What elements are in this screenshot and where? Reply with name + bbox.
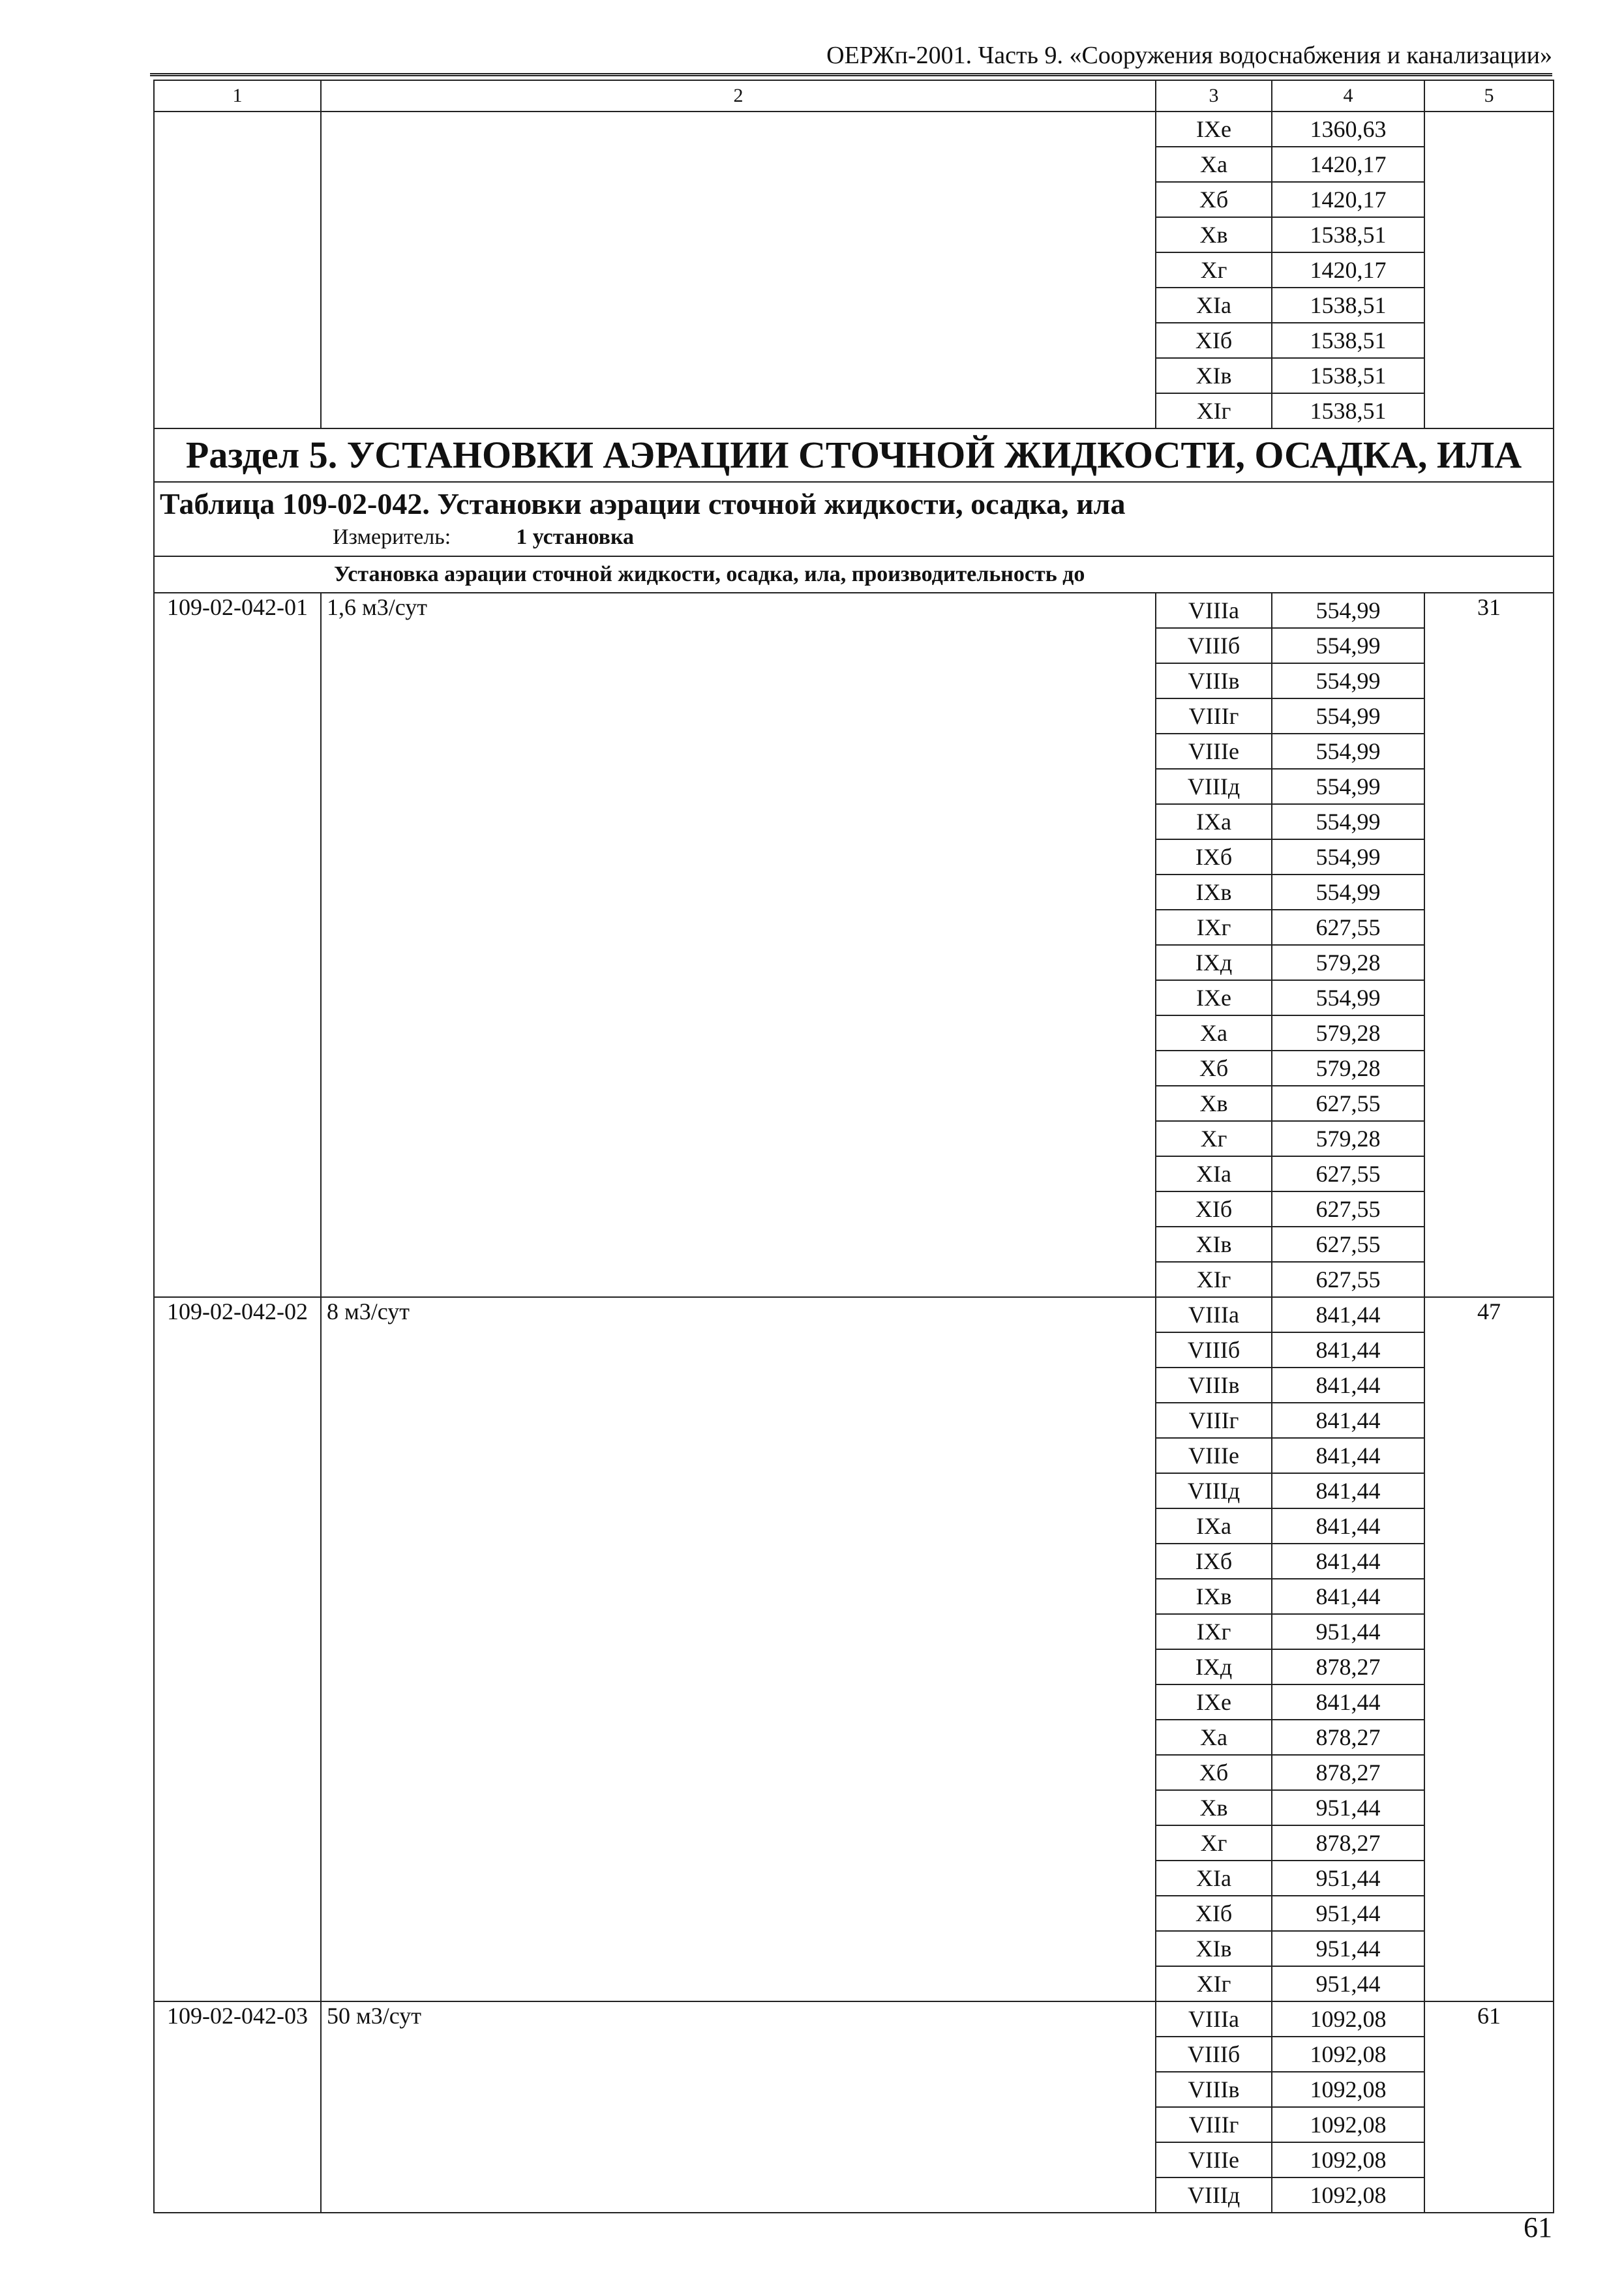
zone-code: IXб xyxy=(1156,1544,1272,1579)
price-value: 841,44 xyxy=(1272,1368,1424,1403)
zone-code: XIа xyxy=(1156,1156,1272,1191)
zone-code: VIIIа xyxy=(1156,1297,1272,1332)
price-value: 627,55 xyxy=(1272,910,1424,945)
zone-code: IXг xyxy=(1156,1614,1272,1649)
col5-value: 31 xyxy=(1424,593,1554,1297)
column-header: 4 xyxy=(1272,80,1424,112)
price-value: 878,27 xyxy=(1272,1755,1424,1790)
price-value: 951,44 xyxy=(1272,1896,1424,1931)
group-title: Установка аэрации сточной жидкости, осадка, ила, производительность до xyxy=(154,556,1554,593)
col5-value xyxy=(1424,112,1554,428)
zone-code: XIа xyxy=(1156,1861,1272,1896)
section-title: Раздел 5. УСТАНОВКИ АЭРАЦИИ СТОЧНОЙ ЖИДКОСТИ, ОСАДКА, ИЛА xyxy=(154,428,1554,482)
running-header: ОЕРЖп-2001. Часть 9. «Сооружения водоснабжения и канализации» xyxy=(826,42,1552,69)
zone-code: Xб xyxy=(1156,182,1272,217)
section-row xyxy=(154,428,1554,482)
item-name: 1,6 м3/сут xyxy=(321,593,1156,1297)
zone-code: Xб xyxy=(1156,1755,1272,1790)
item-name: 50 м3/сут xyxy=(321,2001,1156,2213)
zone-code: VIIIе xyxy=(1156,2142,1272,2177)
price-value: 841,44 xyxy=(1272,1684,1424,1720)
price-value: 841,44 xyxy=(1272,1332,1424,1368)
item-code xyxy=(154,112,321,428)
price-value: 1092,08 xyxy=(1272,2037,1424,2072)
price-value: 554,99 xyxy=(1272,628,1424,663)
zone-code: VIIIв xyxy=(1156,2072,1272,2107)
price-value: 951,44 xyxy=(1272,1931,1424,1966)
column-header-row xyxy=(154,80,1554,112)
price-value: 1538,51 xyxy=(1272,358,1424,393)
zone-code: XIа xyxy=(1156,288,1272,323)
zone-code: XIб xyxy=(1156,1896,1272,1931)
zone-code: IXд xyxy=(1156,945,1272,980)
item-name xyxy=(321,112,1156,428)
zone-code: IXд xyxy=(1156,1649,1272,1684)
price-value: 841,44 xyxy=(1272,1473,1424,1508)
price-value: 1420,17 xyxy=(1272,182,1424,217)
zone-code: IXе xyxy=(1156,980,1272,1015)
zone-code: IXа xyxy=(1156,804,1272,839)
zone-code: VIIIг xyxy=(1156,1403,1272,1438)
price-value: 841,44 xyxy=(1272,1403,1424,1438)
zone-code: Xг xyxy=(1156,1121,1272,1156)
zone-code: Xа xyxy=(1156,147,1272,182)
item-name: 8 м3/сут xyxy=(321,1297,1156,2001)
table-row xyxy=(154,2001,1554,2037)
zone-code: Xв xyxy=(1156,217,1272,252)
group-row xyxy=(154,556,1554,593)
zone-code: VIIIг xyxy=(1156,2107,1272,2142)
table-title-cell xyxy=(154,482,1554,556)
price-value: 554,99 xyxy=(1272,875,1424,910)
price-value: 841,44 xyxy=(1272,1544,1424,1579)
price-value: 1092,08 xyxy=(1272,2177,1424,2213)
column-header: 3 xyxy=(1156,80,1272,112)
price-value: 579,28 xyxy=(1272,945,1424,980)
zone-code: IXе xyxy=(1156,112,1272,147)
price-value: 554,99 xyxy=(1272,839,1424,875)
meter-label: Измеритель: xyxy=(333,525,451,549)
column-header: 1 xyxy=(154,80,321,112)
table-row xyxy=(154,1297,1554,1332)
zone-code: XIв xyxy=(1156,1227,1272,1262)
price-value: 627,55 xyxy=(1272,1191,1424,1227)
price-value: 878,27 xyxy=(1272,1825,1424,1861)
zone-code: VIIIв xyxy=(1156,1368,1272,1403)
price-value: 1538,51 xyxy=(1272,323,1424,358)
zone-code: IXв xyxy=(1156,1579,1272,1614)
zone-code: Xв xyxy=(1156,1086,1272,1121)
price-value: 554,99 xyxy=(1272,804,1424,839)
price-value: 627,55 xyxy=(1272,1086,1424,1121)
price-value: 841,44 xyxy=(1272,1297,1424,1332)
zone-code: IXе xyxy=(1156,1684,1272,1720)
price-value: 554,99 xyxy=(1272,980,1424,1015)
price-value: 579,28 xyxy=(1272,1015,1424,1051)
price-value: 554,99 xyxy=(1272,734,1424,769)
column-header: 2 xyxy=(321,80,1156,112)
price-value: 1538,51 xyxy=(1272,393,1424,428)
price-value: 951,44 xyxy=(1272,1790,1424,1825)
zone-code: IXг xyxy=(1156,910,1272,945)
zone-code: XIб xyxy=(1156,1191,1272,1227)
price-table xyxy=(153,80,1554,2213)
meter-value: 1 установка xyxy=(516,525,635,549)
zone-code: VIIIб xyxy=(1156,2037,1272,2072)
col5-value: 47 xyxy=(1424,1297,1554,2001)
price-value: 554,99 xyxy=(1272,769,1424,804)
zone-code: VIIIа xyxy=(1156,593,1272,628)
price-value: 627,55 xyxy=(1272,1156,1424,1191)
zone-code: VIIIб xyxy=(1156,1332,1272,1368)
price-value: 951,44 xyxy=(1272,1966,1424,2001)
zone-code: VIIIе xyxy=(1156,734,1272,769)
zone-code: Xг xyxy=(1156,252,1272,288)
price-value: 627,55 xyxy=(1272,1227,1424,1262)
zone-code: VIIIв xyxy=(1156,663,1272,698)
zone-code: VIIIе xyxy=(1156,1438,1272,1473)
price-value: 1092,08 xyxy=(1272,2001,1424,2037)
zone-code: XIв xyxy=(1156,1931,1272,1966)
price-value: 1092,08 xyxy=(1272,2107,1424,2142)
zone-code: XIг xyxy=(1156,393,1272,428)
page-number: 61 xyxy=(1524,2211,1552,2243)
price-value: 951,44 xyxy=(1272,1614,1424,1649)
price-value: 1538,51 xyxy=(1272,288,1424,323)
zone-code: Xб xyxy=(1156,1051,1272,1086)
meter-line xyxy=(160,523,1548,552)
price-value: 1092,08 xyxy=(1272,2142,1424,2177)
zone-code: VIIIд xyxy=(1156,769,1272,804)
zone-code: Xа xyxy=(1156,1015,1272,1051)
col5-value: 61 xyxy=(1424,2001,1554,2213)
price-value: 1420,17 xyxy=(1272,147,1424,182)
price-value: 1420,17 xyxy=(1272,252,1424,288)
zone-code: XIб xyxy=(1156,323,1272,358)
item-code: 109-02-042-01 xyxy=(154,593,321,1297)
price-value: 878,27 xyxy=(1272,1649,1424,1684)
zone-code: IXб xyxy=(1156,839,1272,875)
zone-code: VIIIг xyxy=(1156,698,1272,734)
price-value: 1092,08 xyxy=(1272,2072,1424,2107)
zone-code: IXв xyxy=(1156,875,1272,910)
zone-code: XIв xyxy=(1156,358,1272,393)
table-title: Таблица 109-02-042. Установки аэрации сточной жидкости, осадка, ила xyxy=(160,487,1126,520)
price-value: 554,99 xyxy=(1272,593,1424,628)
price-value: 841,44 xyxy=(1272,1579,1424,1614)
item-code: 109-02-042-03 xyxy=(154,2001,321,2213)
zone-code: VIIIд xyxy=(1156,2177,1272,2213)
price-value: 579,28 xyxy=(1272,1051,1424,1086)
zone-code: Xв xyxy=(1156,1790,1272,1825)
zone-code: VIIIд xyxy=(1156,1473,1272,1508)
table-row xyxy=(154,112,1554,147)
zone-code: Xг xyxy=(1156,1825,1272,1861)
zone-code: XIг xyxy=(1156,1262,1272,1297)
zone-code: VIIIб xyxy=(1156,628,1272,663)
price-value: 554,99 xyxy=(1272,663,1424,698)
table-title-row xyxy=(154,482,1554,556)
price-value: 841,44 xyxy=(1272,1438,1424,1473)
price-value: 841,44 xyxy=(1272,1508,1424,1544)
header-rule xyxy=(150,73,1552,76)
price-value: 951,44 xyxy=(1272,1861,1424,1896)
zone-code: XIг xyxy=(1156,1966,1272,2001)
zone-code: Xа xyxy=(1156,1720,1272,1755)
zone-code: IXа xyxy=(1156,1508,1272,1544)
price-value: 1360,63 xyxy=(1272,112,1424,147)
zone-code: VIIIа xyxy=(1156,2001,1272,2037)
price-value: 627,55 xyxy=(1272,1262,1424,1297)
price-value: 579,28 xyxy=(1272,1121,1424,1156)
item-code: 109-02-042-02 xyxy=(154,1297,321,2001)
price-value: 554,99 xyxy=(1272,698,1424,734)
column-header: 5 xyxy=(1424,80,1554,112)
table-row xyxy=(154,593,1554,628)
price-value: 878,27 xyxy=(1272,1720,1424,1755)
price-value: 1538,51 xyxy=(1272,217,1424,252)
